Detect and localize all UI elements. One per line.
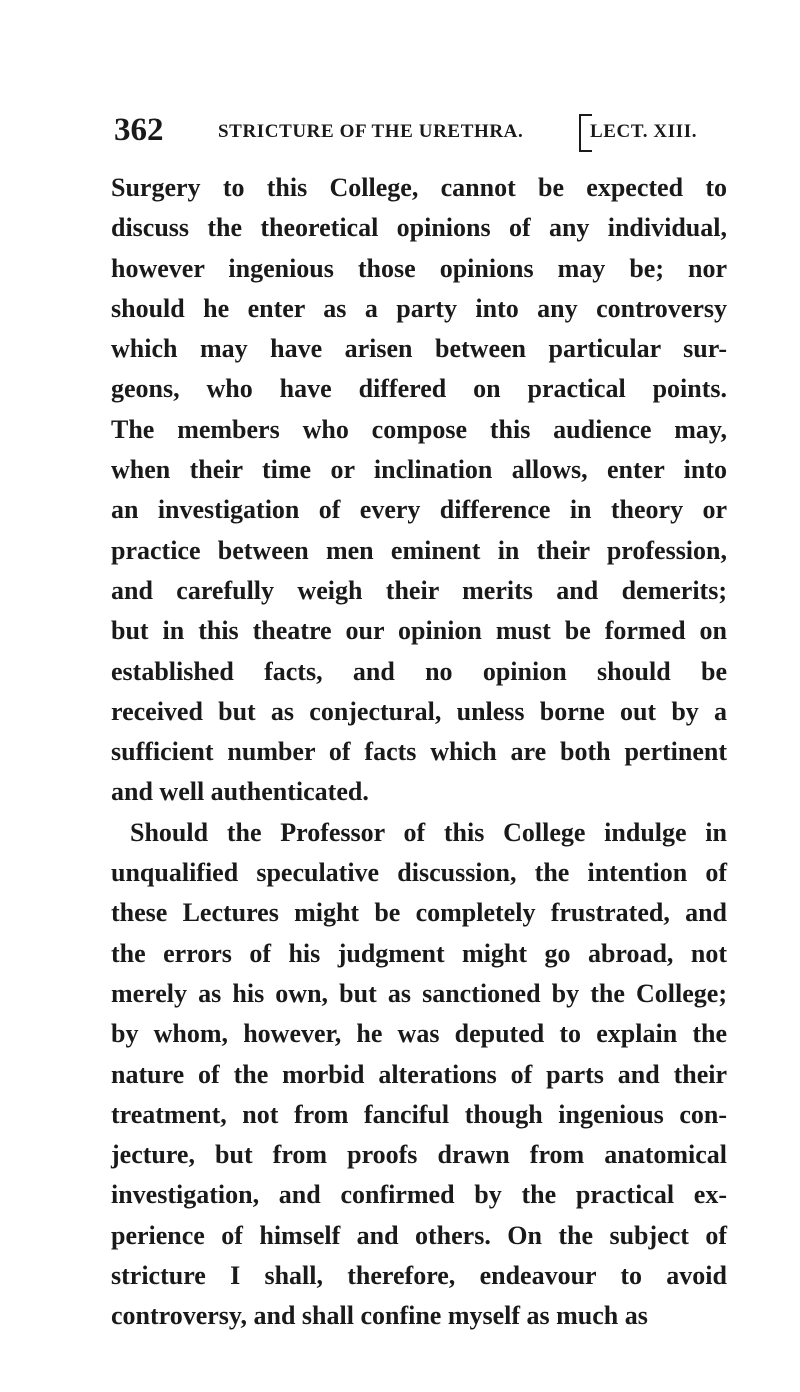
lecture-label: LECT. XIII. xyxy=(590,121,698,142)
text-line: when their time or inclination allows, enter into xyxy=(111,455,727,485)
text-line: perience of himself and others. On the subject of xyxy=(111,1220,727,1250)
text-line: sufficient number of facts which are both pertinent xyxy=(111,737,727,767)
text-line: the errors of his judgment might go abroad, not xyxy=(111,938,727,968)
text-line: nature of the morbid alterations of parts and their xyxy=(111,1059,727,1089)
running-title: STRICTURE OF THE URETHRA. xyxy=(218,121,524,142)
text-line: received but as conjectural, unless borne out by a xyxy=(111,696,727,726)
text-line: practice between men eminent in their profession, xyxy=(111,535,727,565)
text-line: however ingenious those opinions may be; nor xyxy=(111,253,727,283)
text-line: investigation, and confirmed by the practical ex- xyxy=(111,1180,727,1210)
text-line: but in this theatre our opinion must be formed on xyxy=(111,616,727,646)
text-line: which may have arisen between particular sur- xyxy=(111,334,727,364)
text-line: by whom, however, he was deputed to explain the xyxy=(111,1019,727,1049)
text-line: and well authenticated. xyxy=(111,777,369,807)
text-line: discuss the theoretical opinions of any individual, xyxy=(111,213,727,243)
text-line: controversy, and shall confine myself as much as xyxy=(111,1301,648,1331)
text-line: these Lectures might be completely frustrated, and xyxy=(111,898,727,928)
text-line: The members who compose this audience may, xyxy=(111,414,727,444)
running-head xyxy=(114,110,724,154)
text-line: unqualified speculative discussion, the intention of xyxy=(111,858,727,888)
text-line: and carefully weigh their merits and demerits; xyxy=(111,575,727,605)
text-line: stricture I shall, therefore, endeavour to avoid xyxy=(111,1261,727,1291)
body-text xyxy=(111,168,727,1337)
text-line: established facts, and no opinion should be xyxy=(111,656,727,686)
text-line: should he enter as a party into any controversy xyxy=(111,293,727,323)
text-line: geons, who have differed on practical points. xyxy=(111,374,727,404)
text-line: an investigation of every difference in theory or xyxy=(111,495,727,525)
text-line: Surgery to this College, cannot be expected to xyxy=(111,173,727,202)
page-number: 362 xyxy=(114,112,164,148)
text-line: Should the Professor of this College indulge in xyxy=(130,817,727,847)
text-line: treatment, not from fanciful though ingenious con- xyxy=(111,1099,727,1129)
text-line: merely as his own, but as sanctioned by the College; xyxy=(111,978,727,1008)
text-line: jecture, but from proofs drawn from anatomical xyxy=(111,1140,727,1170)
